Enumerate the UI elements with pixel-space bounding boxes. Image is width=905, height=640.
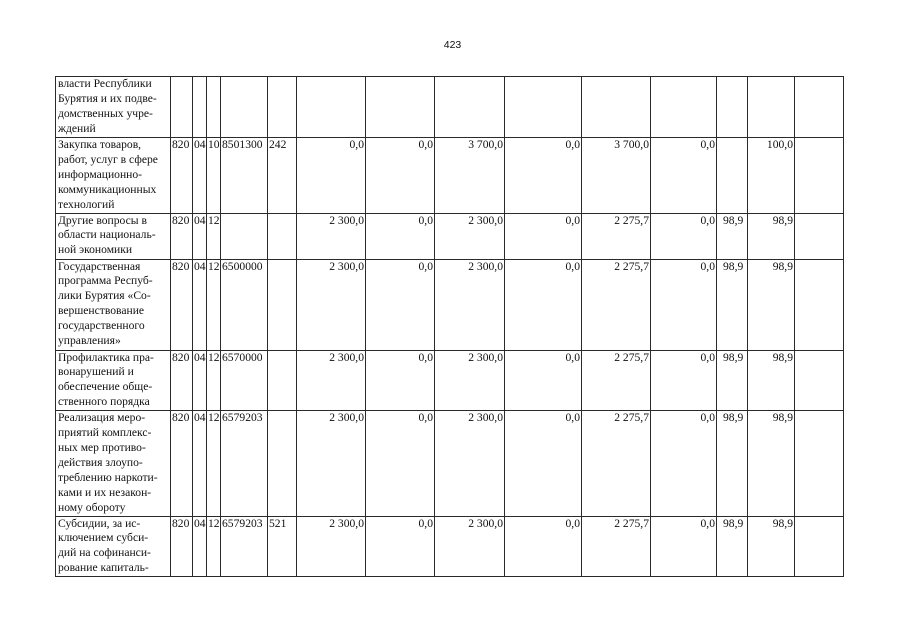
ved-code-cell — [171, 77, 193, 138]
section-code-cell: 04 — [193, 411, 207, 516]
section-code-cell: 04 — [193, 350, 207, 411]
empty-cell — [795, 77, 844, 138]
item-name-line: ных мер противо- — [58, 440, 146, 454]
item-name-line: Профилактика пра- — [58, 350, 154, 364]
item-name-line: Реализация меро- — [58, 411, 146, 425]
item-name-line: власти Республики — [58, 77, 152, 90]
page-number: 423 — [443, 39, 462, 51]
refined-federal-cell: 0,0 — [505, 138, 582, 214]
refined-percent-cell: 98,9 — [748, 259, 795, 350]
empty-cell — [795, 411, 844, 516]
empty-cell — [795, 350, 844, 411]
executed-amount-cell: 2 275,7 — [582, 350, 651, 411]
item-name-cell — [56, 77, 171, 138]
item-name-line: коммуникационных — [58, 182, 157, 196]
ved-code-cell: 820 — [171, 350, 193, 411]
item-name-line: обеспечение обще- — [58, 380, 153, 394]
table-row — [56, 138, 844, 214]
approved-federal-cell — [366, 77, 435, 138]
item-name-line: Закупка товаров, — [58, 138, 142, 151]
refined-amount-cell: 2 300,0 — [435, 259, 505, 350]
subsection-code-cell — [207, 77, 221, 138]
execution-percent-cell — [717, 138, 748, 214]
empty-cell — [795, 213, 844, 259]
refined-federal-cell — [505, 77, 582, 138]
item-name-line: программа Респуб- — [58, 274, 153, 288]
table-row — [56, 516, 844, 577]
item-name-cell — [56, 411, 171, 516]
item-name-line: действия злоупо- — [58, 455, 143, 469]
approved-amount-cell — [297, 77, 366, 138]
approved-amount-cell: 2 300,0 — [297, 213, 366, 259]
item-name-line: государственного — [58, 319, 145, 333]
expense-type-cell — [268, 77, 297, 138]
item-name-line: вонарушений и — [58, 365, 134, 379]
refined-amount-cell: 2 300,0 — [435, 516, 505, 577]
item-name-line: рование капиталь- — [58, 561, 149, 575]
executed-federal-cell: 0,0 — [651, 516, 717, 577]
ved-code-cell: 820 — [171, 259, 193, 350]
subsection-code-cell: 12 — [207, 350, 221, 411]
refined-percent-cell: 98,9 — [748, 516, 795, 577]
item-name-line: Бурятия и их подве- — [58, 91, 157, 105]
ved-code-cell: 820 — [171, 411, 193, 516]
execution-percent-cell: 98,9 — [717, 350, 748, 411]
target-article-cell: 6500000 — [221, 259, 268, 350]
section-code-cell: 04 — [193, 259, 207, 350]
ved-code-cell: 820 — [171, 516, 193, 577]
refined-percent-cell: 100,0 — [748, 138, 795, 214]
target-article-cell: 8501300 — [221, 138, 268, 214]
item-name-line: домственных учре- — [58, 106, 153, 120]
table-row — [56, 350, 844, 411]
execution-percent-cell: 98,9 — [717, 411, 748, 516]
approved-amount-cell: 0,0 — [297, 138, 366, 214]
refined-amount-cell: 2 300,0 — [435, 411, 505, 516]
approved-amount-cell: 2 300,0 — [297, 411, 366, 516]
expense-type-cell — [268, 411, 297, 516]
target-article-cell: 6570000 — [221, 350, 268, 411]
approved-federal-cell: 0,0 — [366, 259, 435, 350]
item-name-cell — [56, 516, 171, 577]
item-name-cell — [56, 350, 171, 411]
executed-amount-cell: 2 275,7 — [582, 516, 651, 577]
item-name-line: вершенствование — [58, 304, 145, 318]
table-row — [56, 77, 844, 138]
executed-amount-cell: 2 275,7 — [582, 213, 651, 259]
item-name-line: технологий — [58, 197, 115, 211]
subsection-code-cell: 12 — [207, 259, 221, 350]
item-name-line: области националь- — [58, 228, 156, 242]
ved-code-cell: 820 — [171, 213, 193, 259]
refined-amount-cell: 2 300,0 — [435, 213, 505, 259]
executed-federal-cell — [651, 77, 717, 138]
item-name-line: приятий комплекс- — [58, 426, 152, 440]
executed-federal-cell: 0,0 — [651, 138, 717, 214]
expense-type-cell — [268, 350, 297, 411]
section-code-cell — [193, 77, 207, 138]
expense-type-cell: 521 — [268, 516, 297, 577]
item-name-line: ключением субси- — [58, 531, 149, 545]
executed-amount-cell: 3 700,0 — [582, 138, 651, 214]
target-article-cell: 6579203 — [221, 411, 268, 516]
approved-amount-cell: 2 300,0 — [297, 350, 366, 411]
item-name-line: Субсидии, за ис- — [58, 516, 141, 530]
approved-amount-cell: 2 300,0 — [297, 516, 366, 577]
table-row — [56, 213, 844, 259]
item-name-line: ной экономики — [58, 243, 133, 257]
executed-amount-cell: 2 275,7 — [582, 411, 651, 516]
target-article-cell — [221, 77, 268, 138]
table-row — [56, 411, 844, 516]
item-name-line: управления» — [58, 334, 121, 348]
section-code-cell: 04 — [193, 138, 207, 214]
item-name-cell — [56, 213, 171, 259]
subsection-code-cell: 12 — [207, 411, 221, 516]
executed-amount-cell: 2 275,7 — [582, 259, 651, 350]
execution-percent-cell: 98,9 — [717, 213, 748, 259]
section-code-cell: 04 — [193, 516, 207, 577]
subsection-code-cell: 12 — [207, 213, 221, 259]
refined-percent-cell: 98,9 — [748, 350, 795, 411]
approved-federal-cell: 0,0 — [366, 350, 435, 411]
refined-federal-cell: 0,0 — [505, 259, 582, 350]
approved-federal-cell: 0,0 — [366, 516, 435, 577]
table-row — [56, 259, 844, 350]
empty-cell — [795, 138, 844, 214]
refined-percent-cell — [748, 77, 795, 138]
executed-amount-cell — [582, 77, 651, 138]
refined-percent-cell: 98,9 — [748, 411, 795, 516]
item-name-line: Другие вопросы в — [58, 213, 147, 227]
execution-percent-cell: 98,9 — [717, 259, 748, 350]
item-name-line: ждений — [58, 121, 96, 135]
executed-federal-cell: 0,0 — [651, 411, 717, 516]
expense-type-cell — [268, 213, 297, 259]
expense-type-cell: 242 — [268, 138, 297, 214]
execution-percent-cell: 98,9 — [717, 516, 748, 577]
refined-amount-cell: 3 700,0 — [435, 138, 505, 214]
section-code-cell: 04 — [193, 213, 207, 259]
approved-federal-cell: 0,0 — [366, 213, 435, 259]
refined-amount-cell — [435, 77, 505, 138]
item-name-cell — [56, 138, 171, 214]
executed-federal-cell: 0,0 — [651, 350, 717, 411]
item-name-line: ному обороту — [58, 500, 126, 514]
item-name-line: ственного порядка — [58, 395, 150, 409]
item-name-cell — [56, 259, 171, 350]
refined-federal-cell: 0,0 — [505, 350, 582, 411]
budget-table — [55, 76, 844, 577]
approved-amount-cell: 2 300,0 — [297, 259, 366, 350]
empty-cell — [795, 259, 844, 350]
ved-code-cell: 820 — [171, 138, 193, 214]
execution-percent-cell — [717, 77, 748, 138]
item-name-line: информационно- — [58, 167, 143, 181]
refined-federal-cell: 0,0 — [505, 411, 582, 516]
item-name-line: треблению наркоти- — [58, 470, 158, 484]
expense-type-cell — [268, 259, 297, 350]
approved-federal-cell: 0,0 — [366, 138, 435, 214]
approved-federal-cell: 0,0 — [366, 411, 435, 516]
refined-federal-cell: 0,0 — [505, 516, 582, 577]
item-name-line: работ, услуг в сфере — [58, 152, 158, 166]
subsection-code-cell: 12 — [207, 516, 221, 577]
target-article-cell — [221, 213, 268, 259]
item-name-line: дий на софинанси- — [58, 546, 151, 560]
refined-federal-cell: 0,0 — [505, 213, 582, 259]
item-name-line: ками и их незакон- — [58, 485, 152, 499]
executed-federal-cell: 0,0 — [651, 213, 717, 259]
empty-cell — [795, 516, 844, 577]
item-name-line: Государственная — [58, 259, 141, 273]
refined-percent-cell: 98,9 — [748, 213, 795, 259]
executed-federal-cell: 0,0 — [651, 259, 717, 350]
subsection-code-cell: 10 — [207, 138, 221, 214]
item-name-line: лики Бурятия «Со- — [58, 289, 151, 303]
refined-amount-cell: 2 300,0 — [435, 350, 505, 411]
target-article-cell: 6579203 — [221, 516, 268, 577]
